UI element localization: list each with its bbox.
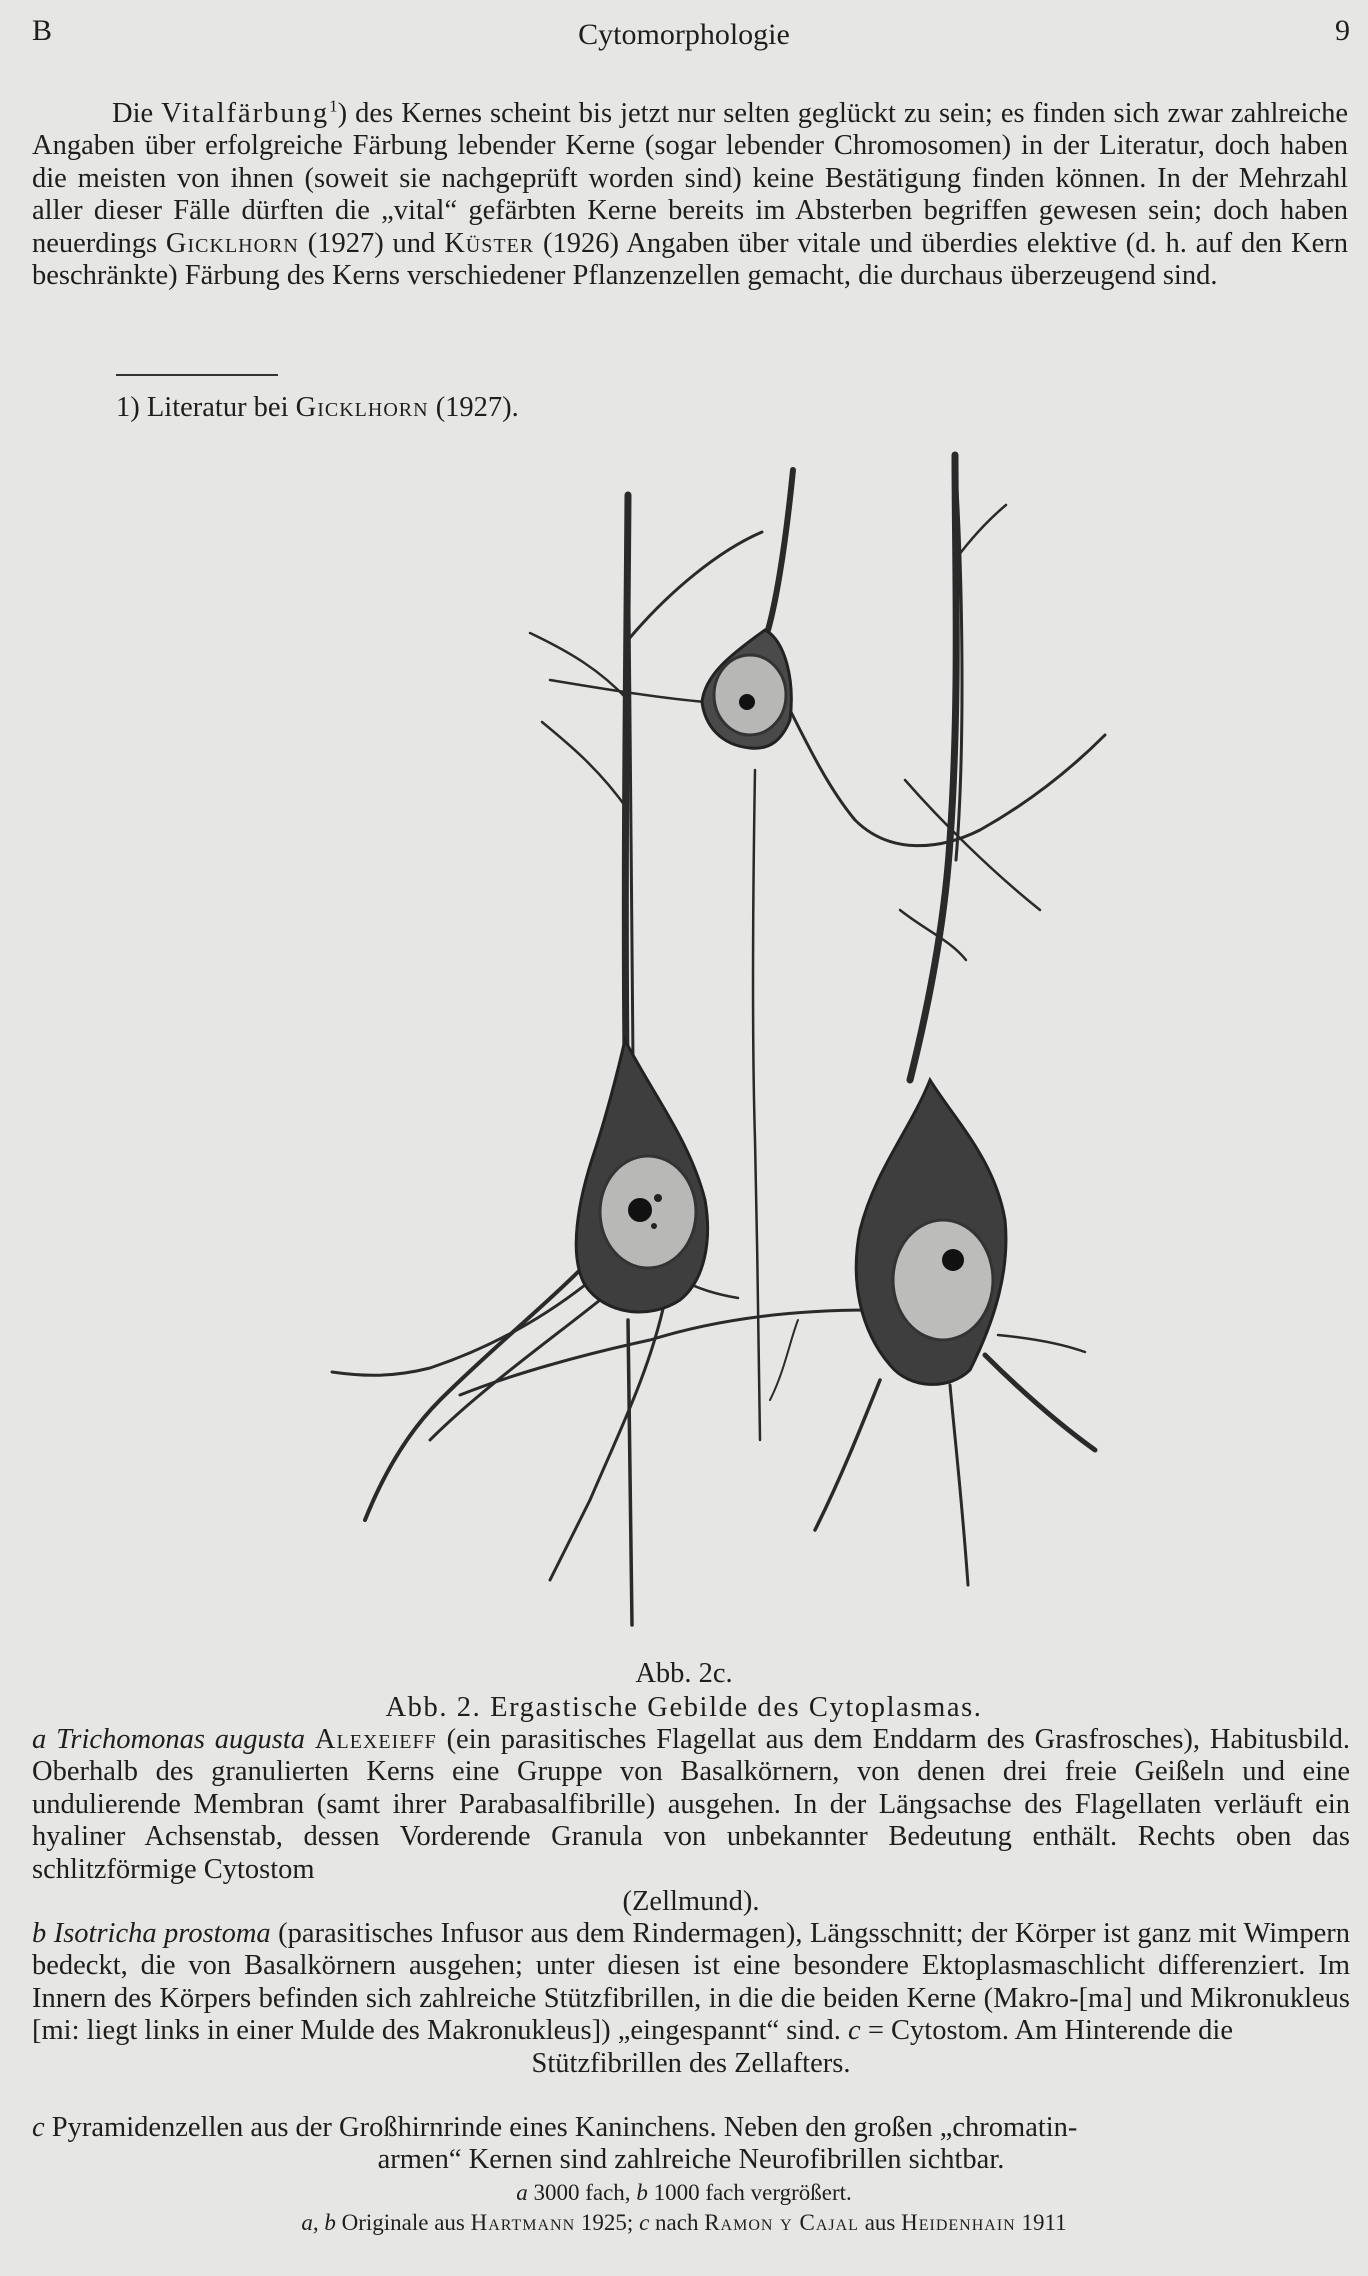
footnote-marker[interactable]: 1 [329, 96, 338, 116]
caption-c-letter: c [32, 2112, 45, 2143]
footnote-suffix: (1927). [428, 392, 519, 423]
caption-a-letter: a [32, 1724, 47, 1755]
caption-b-text-2: = Cytostom. Am Hinterende die [860, 2015, 1233, 2047]
paragraph-text-1: ) des Kernes scheint bis jetzt nur selten geglückt zu sein; es finden sich zwar zahlreiche Angaben über erfolgreiche Färbung lebender Kerne (sogar lebender Chromosomen) in der Literatur, doch haben die meisten von ihnen (soweit sie nachgeprüft worden sind) keine Bestätigung finden können. In der Mehrzahl aller dieser Fälle dürften die „vital“ gefärbten Kerne bereits im Absterben begriffen gewesen sein; doch haben neuerdings [32, 98, 1348, 259]
caption-a-species: Trichomonas augusta [56, 1724, 306, 1755]
src-hartmann: Hartmann [470, 2210, 576, 2235]
caption-a [32, 1724, 1350, 1918]
src-text-2: 1925; [575, 2210, 640, 2235]
right-branch-1 [955, 505, 1006, 560]
src-ab: a, b [301, 2210, 336, 2235]
right-basal-1 [815, 1380, 880, 1530]
middle-axon [753, 770, 760, 1440]
neuron-illustration [250, 440, 1150, 1660]
paragraph-text-2: (1927) und [298, 227, 445, 259]
caption-b-letter: b [32, 1918, 47, 1949]
footnote-prefix: 1) Literatur bei [116, 392, 296, 423]
mag-a-letter: a [516, 2180, 528, 2205]
left-basal-1 [365, 1270, 580, 1520]
left-basal-3 [430, 1300, 600, 1440]
src-c: c [639, 2210, 650, 2235]
middle-nucleolus [739, 694, 755, 710]
left-branch-1 [628, 532, 762, 640]
caption-c [32, 2112, 1350, 2177]
pyramidal-cells-drawing [250, 440, 1150, 1660]
running-head: Cytomorphologie [578, 18, 790, 51]
src-heidenhain: Heidenhain [901, 2210, 1016, 2235]
body-paragraph: Die Vitalfärbung$^1$) des Kernes scheint bis jetzt nur selten geglückt zu sein; es finden sich zwar zahlreiche Angaben über erfolgreiche Färbung lebender Kerne (sogar lebender Chromosomen) in der Literatur, doch haben die meisten von ihnen (soweit sie nachgeprüft worden sind) keine Bestätigung finden können. In der Mehrzahl aller dieser Fälle dürften die „vital“ gefärbten Kerne bereits im Absterben begriffen gewesen sein; doch haben neuerdings Gicklhorn (1927) und Küster (1926) Angaben über vitale und überdies elektive (d. h. auf den Kern beschränkte) Färbung des Kerns verschiedener Pflanzenzellen gemacht, die durchaus überzeugend sind. [32, 96, 1348, 292]
right-nucleolus [942, 1249, 964, 1271]
caption-b-last-line: Stützfibrillen des Zellafters. [531, 2047, 851, 2079]
magnification-note [0, 2180, 1368, 2206]
right-branch-3 [900, 910, 966, 960]
caption-b-species: Isotricha prostoma [53, 1918, 271, 1949]
right-basal-4 [998, 1335, 1085, 1352]
right-apical [910, 455, 956, 1080]
mag-a-text: 3000 fach, [527, 2180, 637, 2205]
caption-c-text: Pyramidenzellen aus der Großhirnrinde eines Kaninchens. Neben den großen „chromatin- [44, 2112, 1078, 2143]
left-nucleolus [628, 1198, 652, 1222]
page-number: 9 [1335, 14, 1350, 47]
caption-b-c-letter: c [848, 2015, 861, 2047]
caption-c-last-line: armen“ Kernen sind zahlreiche Neurofibrillen sichtbar. [377, 2144, 1005, 2176]
src-text-5: 1911 [1015, 2210, 1067, 2235]
right-basal-2 [950, 1385, 968, 1585]
paragraph-text-3: (1926) Angaben über vitale und überdies elektive (d. h. auf den Kern beschränkte) Färbung des Kerns verschiedener Pflanzenzellen gemacht, die durchaus überzeugend sind. [32, 227, 1348, 292]
mag-b-text: 1000 fach vergrößert. [647, 2180, 852, 2205]
right-nucleus [893, 1220, 993, 1340]
mag-b-letter: b [636, 2180, 648, 2205]
source-note [0, 2210, 1368, 2236]
caption-a-last-line: (Zellmund). [622, 1886, 760, 1918]
caption-a-text: (ein parasitisches Flagellat aus dem Enddarm des Grasfrosches), Habitusbild. Oberhalb des granulierten Kerns eine Gruppe von Basalkörnern, von denen drei freie Geißeln und eine undulierende Membran (samt ihrer Parabasalfibrille) ausgehen. In der Längsachse des Flagellaten verläuft ein hyaliner Achsenstab, dessen Vorderende Granula von unbekannter Bedeutung enthält. Rechts oben das schlitzförmige Cytostom [32, 1724, 1350, 1885]
left-axon [628, 1320, 632, 1625]
author-gicklhorn: Gicklhorn [165, 227, 299, 259]
footnote-author: Gicklhorn [295, 392, 429, 423]
caption-a-author: Alexeieff [314, 1724, 437, 1755]
middle-apical [765, 470, 793, 640]
caption-title: Abb. 2. Ergastische Gebilde des Cytoplasmas. [385, 1692, 983, 1723]
src-text-4: aus [858, 2210, 902, 2235]
src-text-3: nach [649, 2210, 705, 2235]
footnote [116, 392, 519, 424]
caption-b [32, 1918, 1350, 2080]
left-branch-3 [542, 722, 628, 810]
footnote-rule [116, 374, 278, 376]
section-letter: B [32, 14, 53, 47]
term-vitalfaerbung: Vitalfärbung [161, 98, 330, 129]
src-ramon: Ramon y Cajal [704, 2210, 859, 2235]
figure-label: Abb. 2c. [635, 1658, 733, 1689]
caption-b-text: (parasitisches Infusor aus dem Rindermagen), Längsschnitt; der Körper ist ganz mit Wimpern bedeckt, die von Basalkörnern ausgehen; unter diesen ist eine besondere Ektoplasmaschlicht differenziert. Im Innern des Körpers befinden sich zahlreiche Stützfibrillen, in die die beiden Kerne (Makro-[ma] und Mikronukleus [mi: liegt links in einer Mulde des Makronukleus]) „eingespannt“ sind. [32, 1918, 1351, 2047]
right-basal-3 [985, 1355, 1095, 1450]
src-text-1: Originale aus [335, 2210, 471, 2235]
author-kuester: Küster [444, 227, 535, 259]
